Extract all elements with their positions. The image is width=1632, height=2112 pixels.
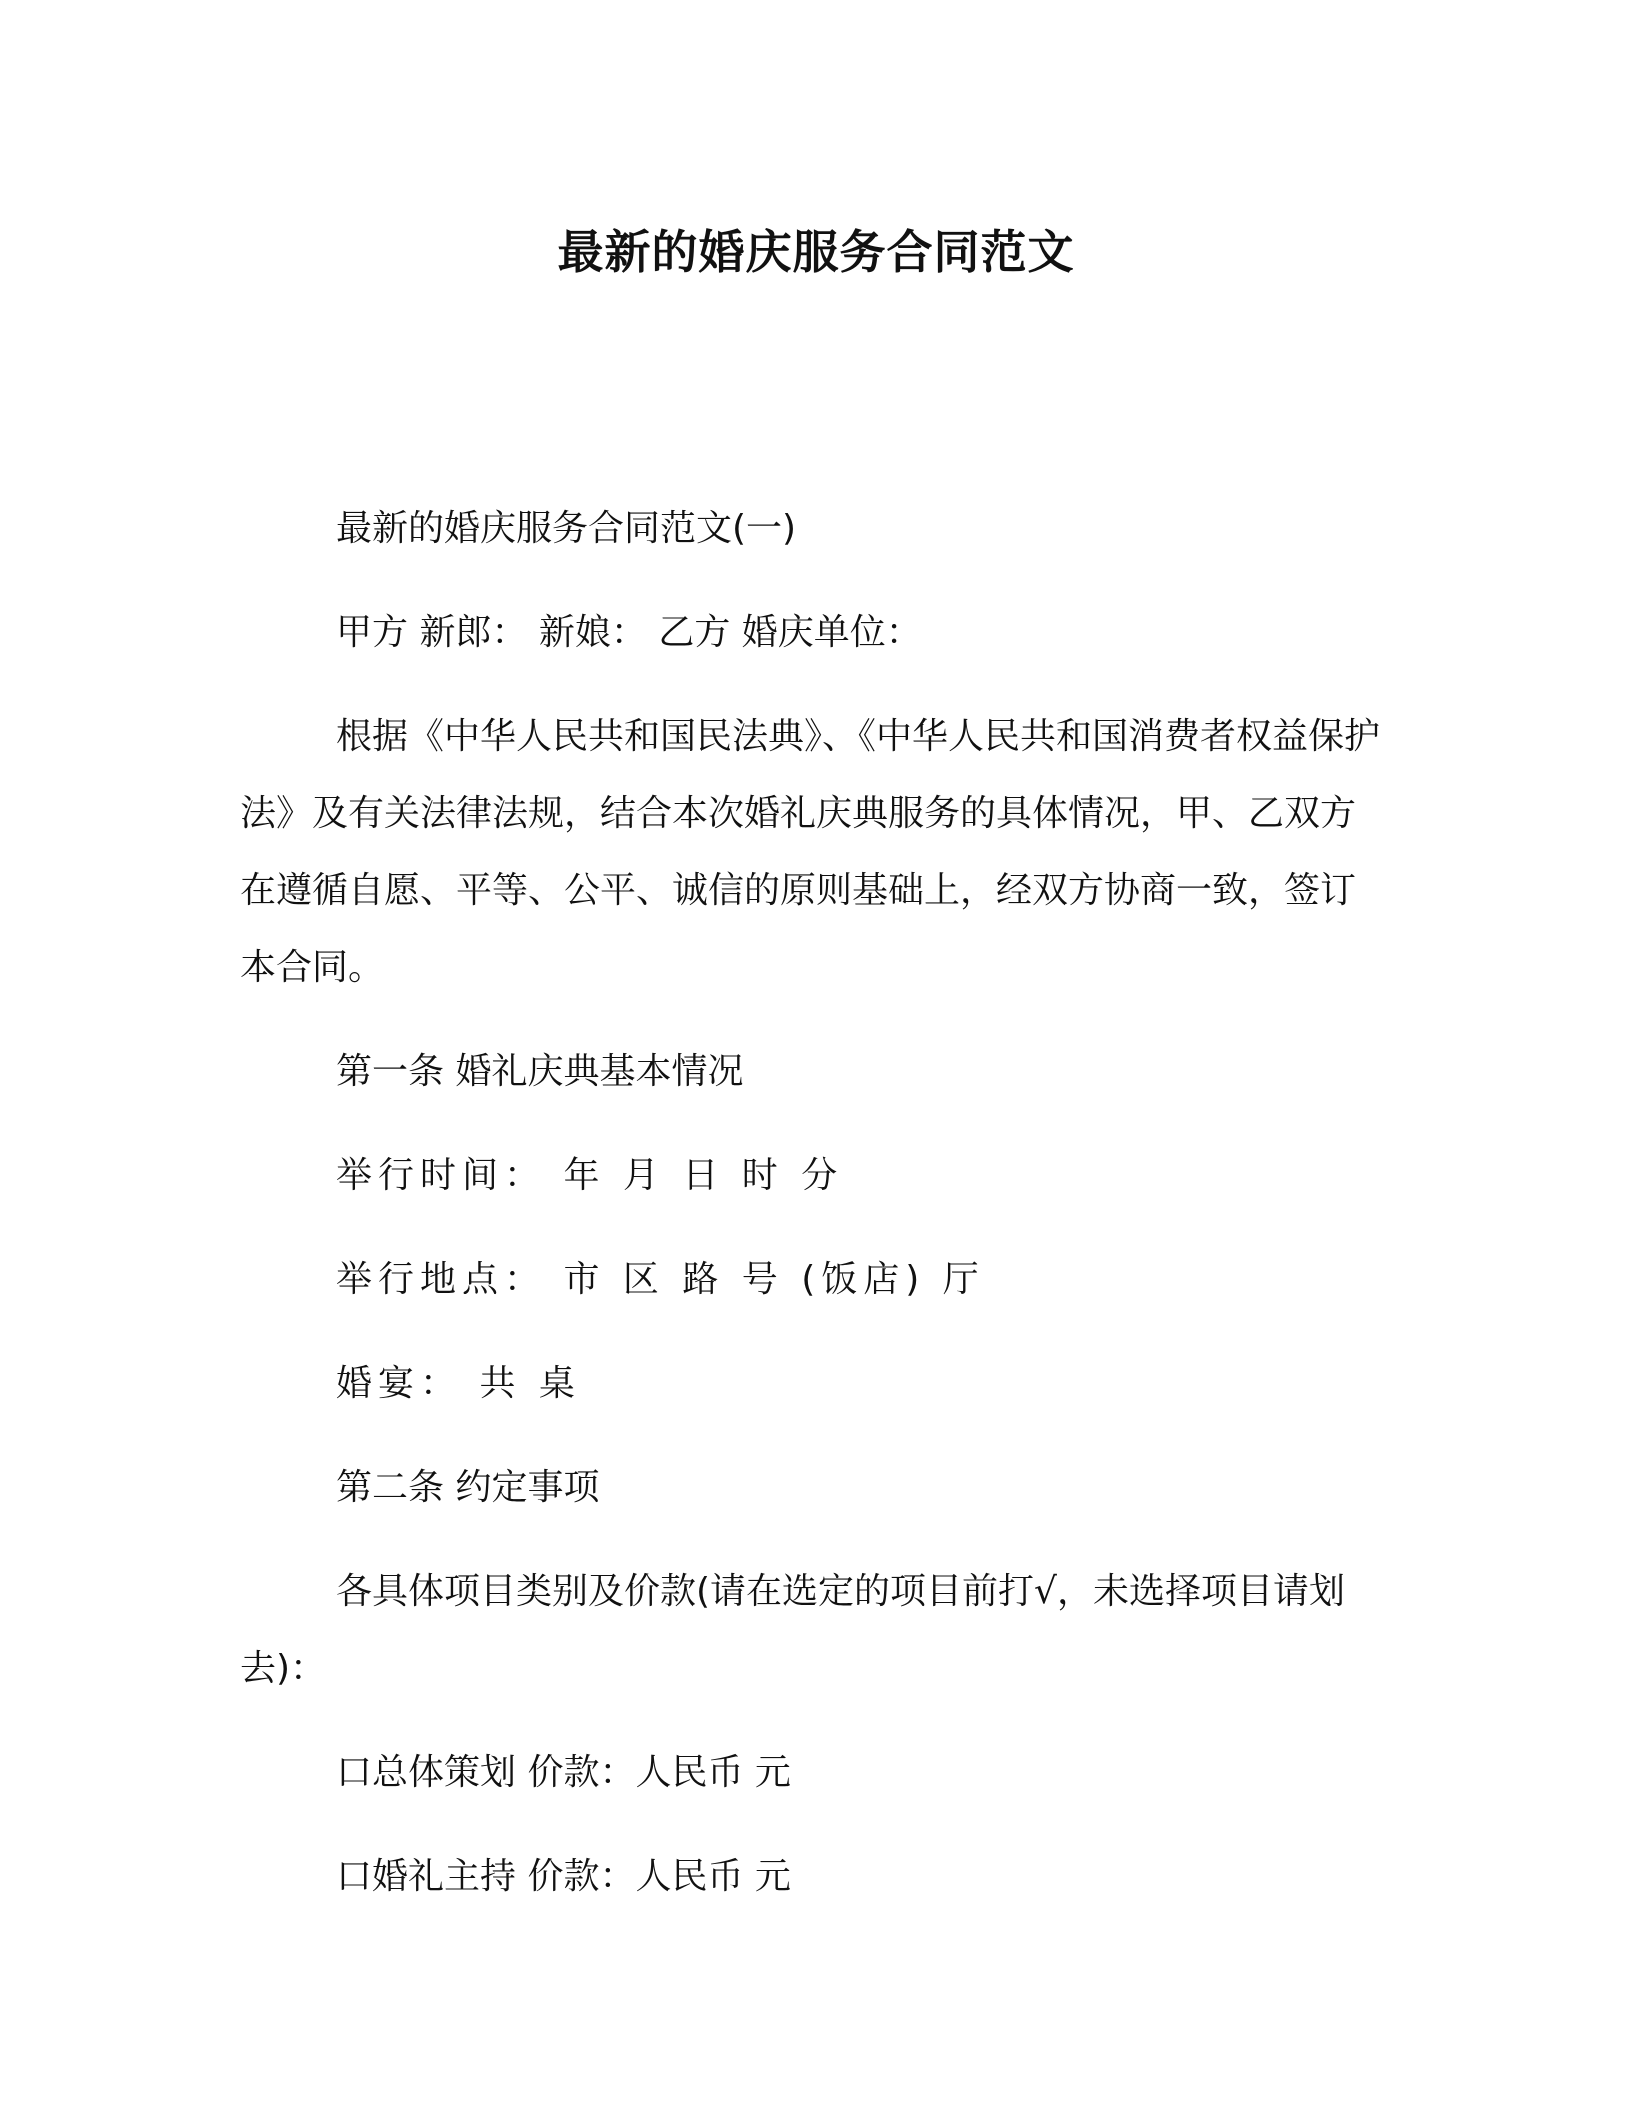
item-instructions-paragraph: 各具体项目类别及价款(请在选定的项目前打√，未选择项目请划去)： bbox=[240, 1571, 1345, 1689]
item-overall-planning: 口总体策划 价款：人民币 元 bbox=[336, 1752, 791, 1793]
item-wedding-host: 口婚礼主持 价款：人民币 元 bbox=[336, 1856, 791, 1897]
preamble-paragraph: 根据《中华人民共和国民法典》、《中华人民共和国消费者权益保护法》及有关法律法规，结合本次婚礼庆典服务的具体情况，甲、乙双方在遵循自愿、平等、公平、诚信的原则基础上，经双方协商一致，签订本合同。 bbox=[240, 716, 1381, 988]
document-title: 最新的婚庆服务合同范文 bbox=[557, 225, 1075, 279]
banquet-line: 婚宴： 共 桌 bbox=[336, 1363, 581, 1404]
ceremony-location-line: 举行地点： 市 区 路 号 (饭店) 厅 bbox=[336, 1259, 985, 1300]
parties-line: 甲方 新郎： 新娘： 乙方 婚庆单位： bbox=[336, 612, 922, 653]
section-heading: 最新的婚庆服务合同范文(一) bbox=[336, 508, 797, 549]
article-one-heading: 第一条 婚礼庆典基本情况 bbox=[336, 1051, 744, 1092]
ceremony-time-line: 举行时间： 年 月 日 时 分 bbox=[336, 1155, 844, 1196]
document-body bbox=[240, 490, 1390, 1942]
article-two-heading: 第二条 约定事项 bbox=[336, 1467, 600, 1508]
